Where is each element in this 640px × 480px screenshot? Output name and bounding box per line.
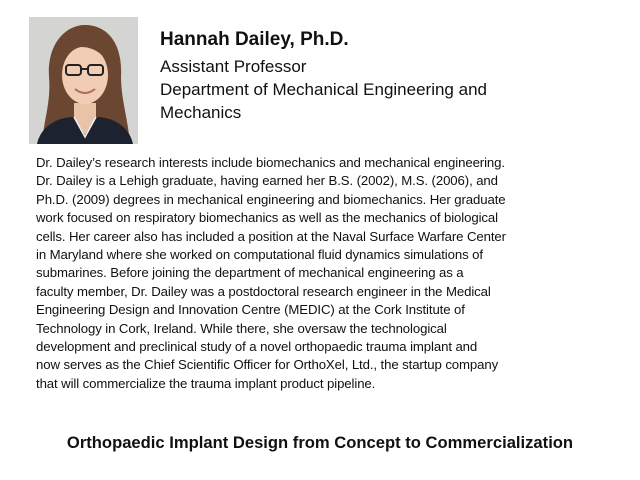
department-line-1: Department of Mechanical Engineering and	[160, 80, 487, 99]
bio-line: Engineering Design and Innovation Centre (MEDIC) at the Cork Institute of	[36, 302, 465, 318]
bio-line: work focused on respiratory biomechanics as well as the mechanics of biological	[36, 210, 498, 226]
bio-line: in Maryland where she worked on computational fluid dynamics simulations of	[36, 247, 483, 263]
bio-line: Dr. Dailey’s research interests include biomechanics and mechanical engineering.	[36, 155, 505, 170]
biography-paragraph	[36, 154, 611, 393]
person-name: Hannah Dailey, Ph.D.	[160, 29, 349, 50]
bio-line: development and preclinical study of a novel orthopaedic trauma implant and	[36, 339, 478, 355]
bio-line: Ph.D. (2009) degrees in mechanical engineering and biomechanics. Her graduate	[36, 191, 506, 207]
department-line-2: Mechanics	[160, 103, 242, 122]
bio-line: now serves as the Chief Scientific Officer for OrthoXel, Ltd., the startup company	[36, 357, 499, 373]
header-block	[160, 28, 630, 124]
bio-line: that will commercialize the trauma implant product pipeline.	[36, 375, 376, 391]
bio-line: Technology in Cork, Ireland. While there, she oversaw the technological	[36, 320, 447, 336]
talk-title: Orthopaedic Implant Design from Concept to Commercialization	[66, 433, 574, 452]
bio-line: cells. Her career also has included a position at the Naval Surface Warfare Center	[36, 228, 506, 244]
portrait-photo	[29, 17, 138, 144]
position-title: Assistant Professor	[160, 57, 307, 76]
bio-line: faculty member, Dr. Dailey was a postdoctoral research engineer in the Medical	[36, 283, 491, 299]
bio-line: Dr. Dailey is a Lehigh graduate, having earned her B.S. (2002), M.S. (2006), and	[36, 173, 498, 189]
bio-line: submarines. Before joining the department of mechanical engineering as a	[36, 265, 464, 281]
